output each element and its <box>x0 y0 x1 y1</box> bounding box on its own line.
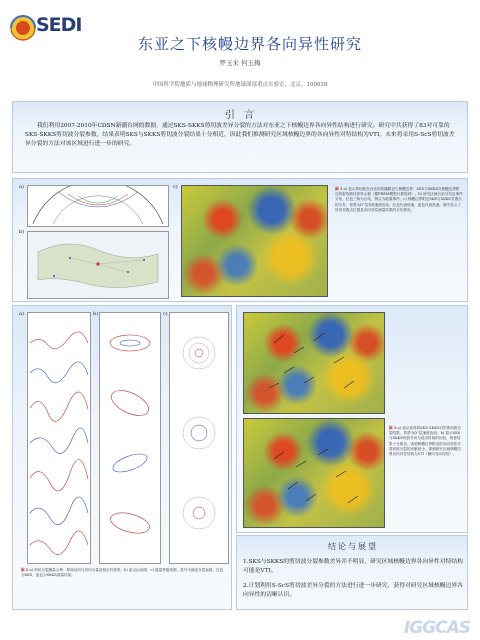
poster-title: 东亚之下核幔边界各向异性研究 <box>137 35 362 53</box>
introduction-section <box>12 101 468 173</box>
fig2-caption-text: a) 剪切分裂测量示例：原始径向与切向分量及校正后波形；b) 质点运动图；c) 能量等值线图，星号为最佳分裂参数，红色为SKS，蓝色为SKKS测量结果。 <box>21 568 224 578</box>
fig3-caption-label: 图 3 <box>389 426 397 430</box>
fig2-label-a: a) <box>19 311 24 317</box>
conclusion-item-1: 1.SKS与SKKS的剪切波分裂参数差异并不明显，研究区域核幔边界各向异性对特结构可能是VTI。 <box>243 559 463 574</box>
conclusion-heading: 结论与展望 <box>328 542 378 551</box>
figure-2-panel <box>12 305 232 610</box>
institute-logo <box>8 8 98 50</box>
introduction-heading: 引 言 <box>224 110 258 121</box>
fig2-caption-label: 图 2 <box>21 568 29 572</box>
poster-authors: 罗玉来 何玉梅 <box>219 59 261 67</box>
fig3-caption-text: a) 表示获得的SKS-SKKS对的剪切波分裂结果，背景为D''层速度扰动；b) 显示SKS与SKKS快波方向与延迟时间的比较，两者结果十分相近，表明核幔边界附近的各向异性对剪切波分裂的贡献较小，推测研究区域核幔边界各向异性结构为VTI（横向各向同性）。 <box>389 426 461 457</box>
figure-3-panel <box>236 305 468 533</box>
fig1-label-a: a) <box>19 184 24 190</box>
logo-text: SEDI <box>36 14 82 36</box>
fig1-caption-label: 图 1 <box>335 187 343 191</box>
conclusion-section <box>236 535 468 610</box>
fig2-energy-contour-column <box>169 312 229 564</box>
fig2-waveform-column <box>27 312 91 564</box>
fig1-caption <box>335 187 463 213</box>
fig1-label-c: c) <box>173 184 178 190</box>
fig1-label-b: b) <box>19 229 25 235</box>
fig1-velocity-map <box>181 185 328 297</box>
fig3-map-top <box>243 312 385 414</box>
fig1-station-map <box>27 231 169 299</box>
fig3-caption <box>389 426 463 457</box>
figure-1-panel <box>12 178 468 302</box>
fig2-particle-motion-column <box>99 312 161 564</box>
conclusion-item-2: 2.计划利用S-ScS剪切波差异分裂的方法进行进一步研究，获得对研究区域核幔边界各向异性的清晰认识。 <box>243 583 463 598</box>
fig3-map-bottom <box>243 418 385 528</box>
fig2-label-c: c) <box>163 311 168 317</box>
fig1-raypath-diagram <box>27 185 169 227</box>
fig2-caption <box>21 568 225 578</box>
watermark-logo-text: IGGCAS <box>403 618 470 638</box>
introduction-text: 我们利用2007-2010年CDSN新疆台网的数据，通过SKS-SKKS剪切波差异分裂的方法对东亚之下核幔边界各向异性结构进行研究。研究中共获得了83对可靠的SKS-SKKS剪切波分裂参数，结果表明SKS与SKKS剪切波分裂结果十分相近，因此我们推测研究区域核幔边界的各向异性对特结构为VTI。未来将采用S-ScS剪切波差异分裂的方法对该区域进行进一步的研究。 <box>25 123 455 147</box>
poster-affiliation: 中国科学院地质与地球物理研究所地球深部重点实验室，北京，100029 <box>152 82 328 88</box>
fig1-caption-text: a) 显示剪切波在台站的传播路径与核幔边界；SKS与SKKS在核幔边界附近的射线路径差异示意（据PREM模型计算得到）。b) 研究区域台站分布及事件分布，红色三角为台站，圆点为地震事件。c) 核幔边界附近SKS与SKKS穿透点的分布，背景为D''层S波速度扰动，红色代表低速，蓝色代表高速。图中显示了所有穿透点位置及各向异性测量结果的分布情况。 <box>335 187 463 212</box>
fig2-label-b: b) <box>93 311 99 317</box>
